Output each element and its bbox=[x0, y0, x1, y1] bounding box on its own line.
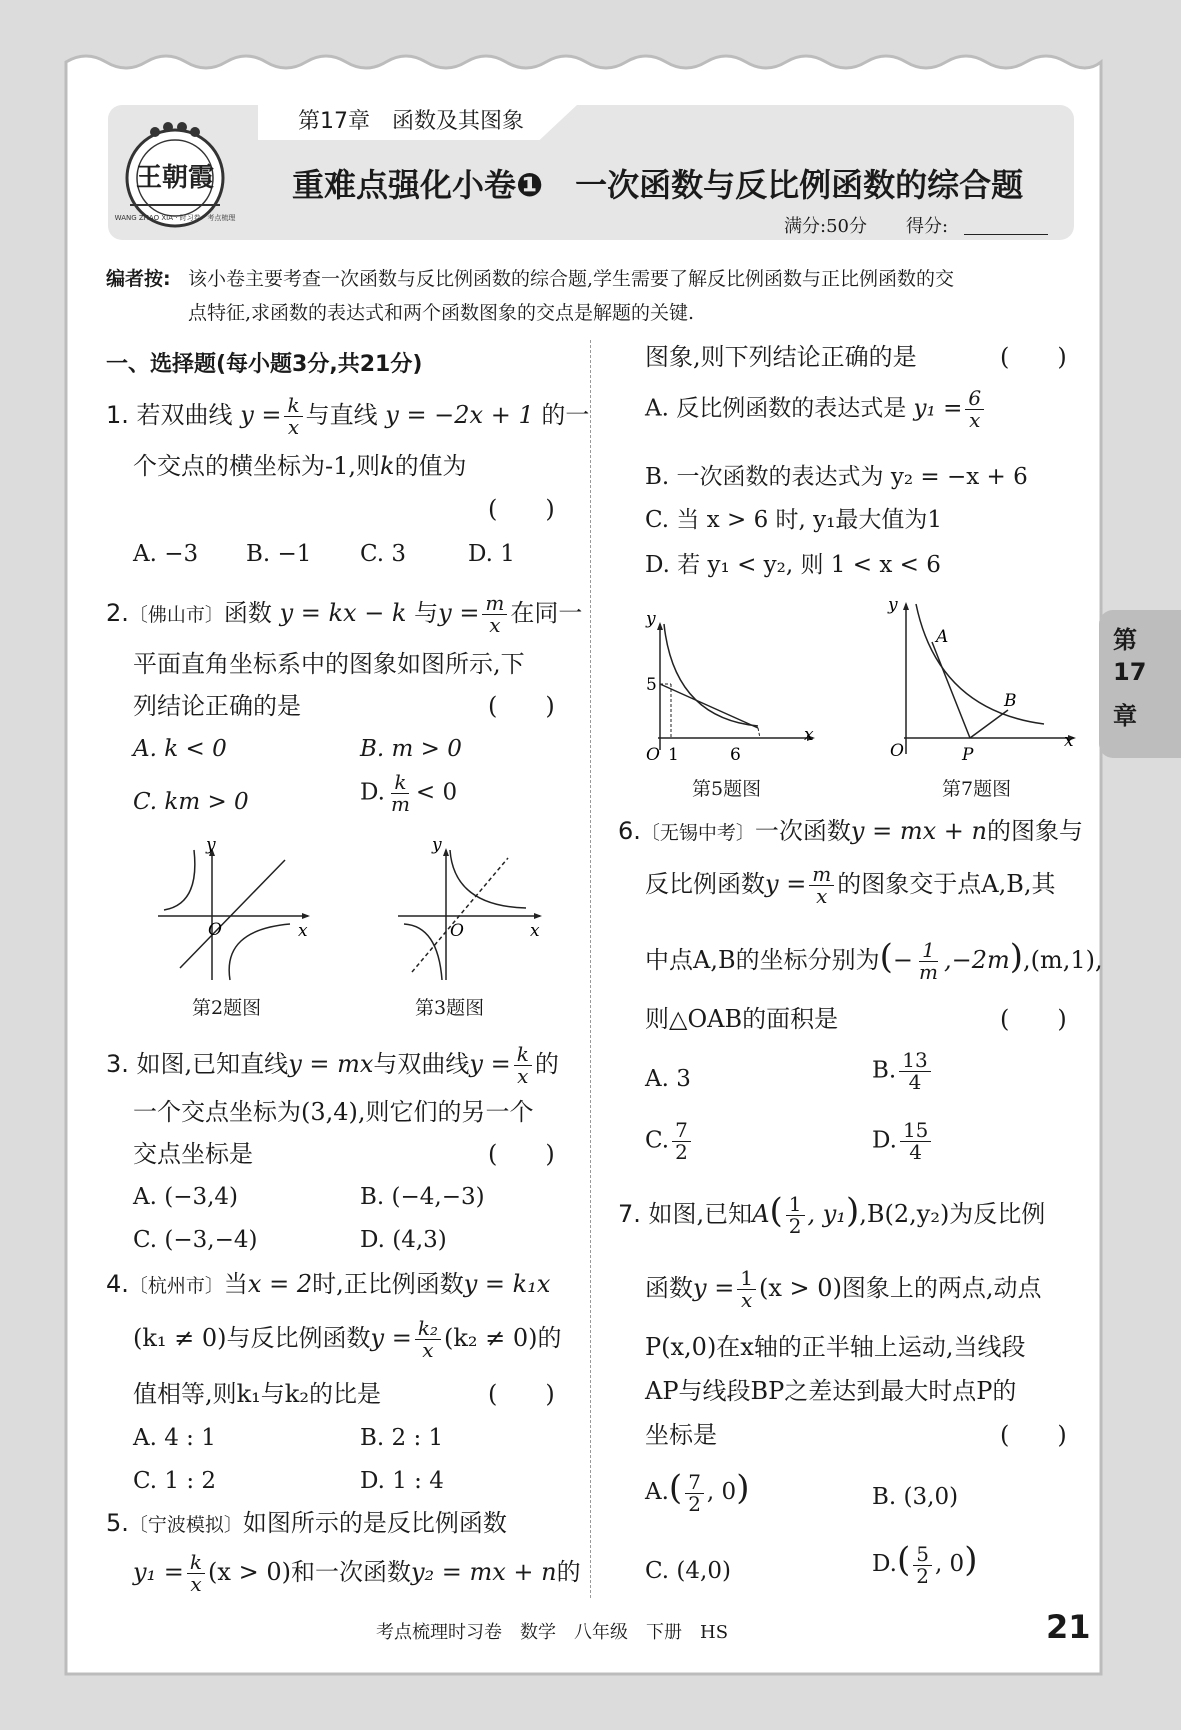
note-line-1: 该小卷主要考查一次函数与反比例函数的综合题,学生需要了解反比例函数与正比例函数的交 bbox=[188, 268, 955, 290]
fig5-tick-5: 5 bbox=[646, 675, 657, 695]
fig3-y-label: y bbox=[432, 840, 442, 855]
fig3-caption: 第3题图 bbox=[415, 997, 485, 1019]
chapter-title: 第17章 函数及其图象 bbox=[298, 109, 524, 134]
question-7-line-4: AP与线段BP之差达到最大时点P的 bbox=[645, 1377, 1017, 1405]
q2-option-c[interactable]: C. km > 0 bbox=[133, 789, 249, 815]
fig7-origin-label: O bbox=[890, 741, 904, 761]
q1-answer-bracket[interactable]: ( ) bbox=[488, 495, 555, 523]
fig5-y-label: y bbox=[646, 609, 656, 629]
q2-answer-bracket[interactable]: ( ) bbox=[488, 692, 555, 720]
question-6-line-4: 则△OAB的面积是 bbox=[645, 1005, 839, 1033]
fig2-caption: 第2题图 bbox=[192, 997, 262, 1019]
q1-option-d[interactable]: D. 1 bbox=[468, 541, 515, 567]
fig5-tick-1: 1 bbox=[668, 745, 679, 765]
question-3: 3. 如图,已知直线y = mx与双曲线y = $\frac{k}{x}$ 的 bbox=[106, 1042, 559, 1088]
fig7-point-p: P bbox=[962, 745, 974, 765]
q5-answer-bracket[interactable]: ( ) bbox=[1000, 343, 1067, 371]
question-5-line-2: y₁ = $\frac{k}{x}$ (x > 0)和一次函数y₂ = mx + n的 bbox=[133, 1550, 581, 1596]
side-tab-line-1: 第 bbox=[1113, 626, 1137, 654]
question-5: 5.〔宁波模拟〕如图所示的是反比例函数 bbox=[106, 1509, 507, 1537]
q5-option-c[interactable]: C. 当 x > 6 时, y₁最大值为1 bbox=[645, 507, 942, 533]
q3-option-b[interactable]: B. (−4,−3) bbox=[360, 1184, 485, 1210]
figure-2 bbox=[150, 840, 320, 990]
chapter-side-tab[interactable] bbox=[1099, 610, 1181, 758]
q6-option-d[interactable]: D. $\frac{15}{4}$ bbox=[872, 1120, 934, 1163]
question-6-line-3: 中点A,B的坐标分别为(− $\frac{1}{m}$ ,−2m),(m,1), bbox=[645, 937, 1103, 984]
q7-option-a[interactable]: A.( $\frac{7}{2}$ , 0) bbox=[645, 1468, 750, 1516]
figure-3 bbox=[390, 840, 550, 990]
page-title: 重难点强化小卷❶ 一次函数与反比例函数的综合题 bbox=[292, 166, 1024, 204]
q3-option-a[interactable]: A. (−3,4) bbox=[133, 1184, 239, 1210]
question-4-line-2: (k₁ ≠ 0)与反比例函数y = $\frac{\text{k₂}}{x}$ (k₂ ≠ 0)的 bbox=[133, 1316, 562, 1362]
q2-option-d[interactable]: D. $\frac{k}{m}$ < 0 bbox=[360, 770, 458, 816]
question-4-line-3: 值相等,则k₁与k₂的比是 bbox=[133, 1380, 381, 1408]
fig5-caption: 第5题图 bbox=[692, 778, 762, 800]
q6-answer-bracket[interactable]: ( ) bbox=[1000, 1005, 1067, 1033]
fig5-tick-6: 6 bbox=[730, 745, 741, 765]
question-7: 7. 如图,已知A( $\frac{1}{2}$ , y₁),B(2,y₂)为反比例 bbox=[618, 1191, 1046, 1238]
q6-option-a[interactable]: A. 3 bbox=[645, 1066, 691, 1092]
side-tab-line-2: 17 bbox=[1113, 658, 1147, 686]
figure-5 bbox=[638, 600, 818, 770]
q4-answer-bracket[interactable]: ( ) bbox=[488, 1380, 555, 1408]
q3-option-c[interactable]: C. (−3,−4) bbox=[133, 1227, 258, 1253]
fig7-caption: 第7题图 bbox=[942, 778, 1012, 800]
question-6-line-2: 反比例函数y = $\frac{m}{x}$ 的图象交于点A,B,其 bbox=[645, 862, 1056, 908]
page-number: 21 bbox=[1046, 1608, 1091, 1646]
footer-text: 考点梳理时习卷 数学 八年级 下册 HS bbox=[376, 1622, 729, 1643]
full-score: 满分:50分 bbox=[784, 216, 867, 237]
column-divider bbox=[590, 340, 591, 1598]
q5-option-b[interactable]: B. 一次函数的表达式为 y₂ = −x + 6 bbox=[645, 464, 1028, 490]
question-6: 6.〔无锡中考〕一次函数y = mx + n的图象与 bbox=[618, 817, 1083, 845]
question-2-line-3: 列结论正确的是 bbox=[133, 692, 301, 720]
q5-option-a[interactable]: A. 反比例函数的表达式是 y₁ = $\frac{6}{x}$ bbox=[645, 388, 987, 431]
question-1: 1. 若双曲线 y = $\frac{k}{x}$ 与直线 y = −2x + 1 的一 bbox=[106, 393, 590, 439]
fig3-origin-label: O bbox=[450, 921, 464, 941]
note-line-2: 点特征,求函数的表达式和两个函数图象的交点是解题的关键. bbox=[188, 302, 695, 324]
fig2-origin-label: O bbox=[208, 920, 222, 940]
note-label: 编者按: bbox=[106, 268, 171, 290]
q4-option-a[interactable]: A. 4 : 1 bbox=[133, 1425, 216, 1451]
q7-option-d[interactable]: D.( $\frac{5}{2}$ , 0) bbox=[872, 1540, 978, 1588]
fig2-y-label: y bbox=[206, 840, 216, 855]
q2-option-a[interactable]: A. k < 0 bbox=[133, 736, 227, 762]
fig7-point-b: B bbox=[1004, 691, 1017, 711]
question-5-line-3: 图象,则下列结论正确的是 bbox=[645, 343, 917, 371]
question-3-line-3: 交点坐标是 bbox=[133, 1140, 253, 1168]
score-blank[interactable] bbox=[964, 234, 1048, 235]
q5-option-d[interactable]: D. 若 y₁ < y₂, 则 1 < x < 6 bbox=[645, 552, 941, 578]
q4-option-b[interactable]: B. 2 : 1 bbox=[360, 1425, 444, 1451]
q7-option-b[interactable]: B. (3,0) bbox=[872, 1484, 959, 1510]
logo-ring-text: WANG ZHAO XIA · 时习卷 · 考点梳理 bbox=[114, 214, 236, 222]
question-4: 4.〔杭州市〕当x = 2时,正比例函数y = k₁x bbox=[106, 1270, 551, 1298]
q1-option-c[interactable]: C. 3 bbox=[360, 541, 407, 567]
question-7-line-3: P(x,0)在x轴的正半轴上运动,当线段 bbox=[645, 1333, 1026, 1361]
logo bbox=[110, 110, 240, 235]
section-1-title: 一、选择题(每小题3分,共21分) bbox=[106, 352, 423, 377]
question-7-line-2: 函数y = $\frac{1}{x}$ (x > 0)图象上的两点,动点 bbox=[645, 1266, 1042, 1312]
q3-answer-bracket[interactable]: ( ) bbox=[488, 1140, 555, 1168]
question-3-line-2: 一个交点坐标为(3,4),则它们的另一个 bbox=[133, 1098, 534, 1126]
fig5-origin-label: O bbox=[646, 745, 660, 765]
q4-option-c[interactable]: C. 1 : 2 bbox=[133, 1468, 217, 1494]
q1-option-b[interactable]: B. −1 bbox=[246, 541, 312, 567]
q7-answer-bracket[interactable]: ( ) bbox=[1000, 1421, 1067, 1449]
question-7-line-5: 坐标是 bbox=[645, 1421, 717, 1449]
question-2: 2.〔佛山市〕函数 y = kx − k 与y = $\frac{m}{x}$ 在同一 bbox=[106, 591, 583, 637]
score-label: 得分: bbox=[906, 216, 949, 237]
q2-option-b[interactable]: B. m > 0 bbox=[360, 736, 462, 762]
fig7-x-label: x bbox=[1064, 731, 1074, 751]
figure-7 bbox=[878, 594, 1078, 770]
logo-text: 王朝霞 bbox=[135, 163, 215, 193]
q6-option-c[interactable]: C. $\frac{7}{2}$ bbox=[645, 1120, 694, 1163]
fig3-x-label: x bbox=[530, 921, 540, 941]
fig7-point-a: A bbox=[936, 627, 949, 647]
q1-option-a[interactable]: A. −3 bbox=[133, 541, 199, 567]
question-1-line-2: 个交点的横坐标为-1,则k的值为 bbox=[133, 452, 467, 480]
fig2-x-label: x bbox=[298, 921, 308, 941]
side-tab-line-3: 章 bbox=[1113, 702, 1137, 730]
q3-option-d[interactable]: D. (4,3) bbox=[360, 1227, 447, 1253]
q6-option-b[interactable]: B. $\frac{13}{4}$ bbox=[872, 1050, 934, 1093]
q4-option-d[interactable]: D. 1 : 4 bbox=[360, 1468, 444, 1494]
fig7-y-label: y bbox=[888, 595, 898, 615]
fig5-x-label: x bbox=[804, 725, 814, 745]
question-2-line-2: 平面直角坐标系中的图象如图所示,下 bbox=[133, 650, 525, 678]
q7-option-c[interactable]: C. (4,0) bbox=[645, 1558, 731, 1584]
